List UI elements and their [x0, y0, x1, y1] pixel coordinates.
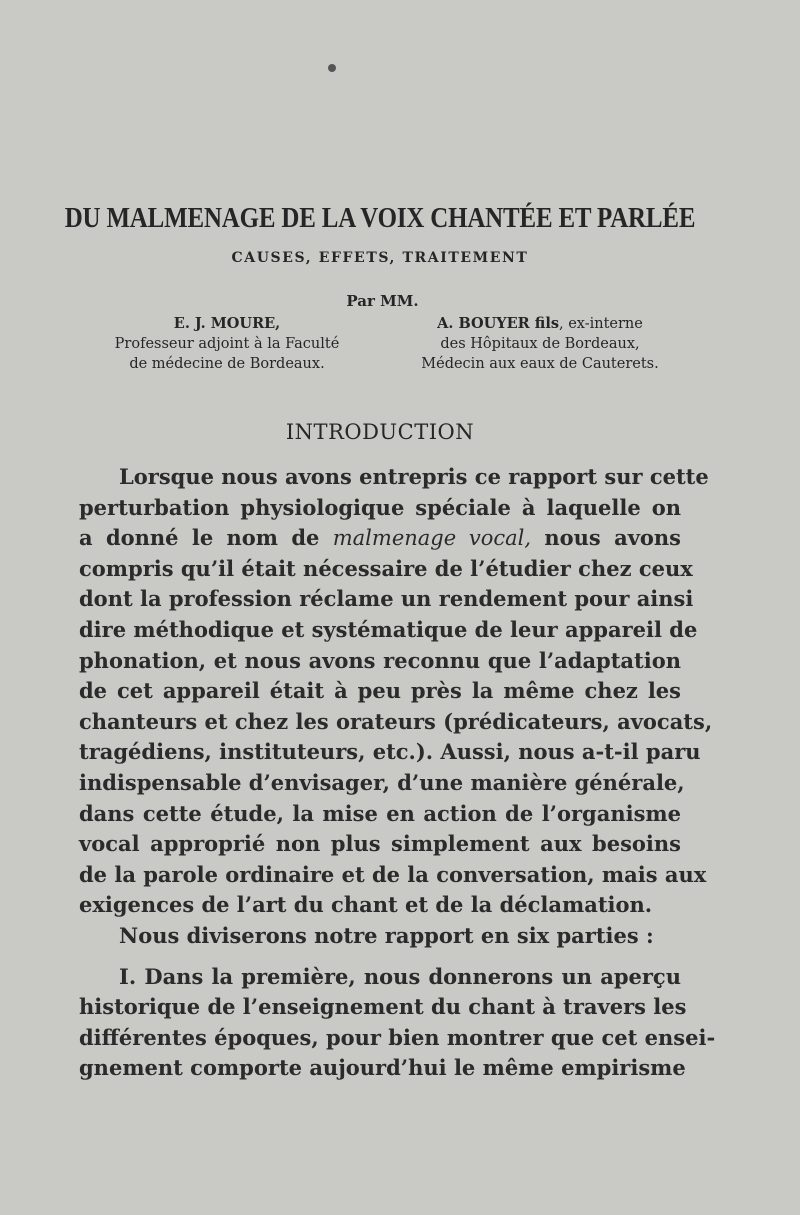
text-line: chanteurs et chez les orateurs (prédicateurs, avocats,: [79, 708, 713, 734]
author-affiliation: de médecine de Bordeaux.: [129, 356, 325, 372]
text-line: historique de l’enseignement du chant à travers les: [79, 994, 687, 1020]
author-name: [395, 314, 685, 334]
paragraph-gap: [79, 952, 681, 962]
text-line: indispensable d’envisager, d’une manière générale,: [79, 769, 685, 795]
text-line: de cet appareil était à peu près la même chez les: [79, 678, 681, 704]
text-line: I. Dans la première, nous donnerons un aperçu: [119, 963, 681, 989]
text-line: dans cette étude, la mise en action de l’organisme: [79, 800, 681, 826]
text-line: Lorsque nous avons entrepris ce rapport sur cette: [119, 464, 709, 489]
text-segment: a donné le nom de: [79, 525, 333, 551]
italic-term: malmenage vocal,: [332, 526, 532, 551]
text-line: perturbation physiologique spéciale à laquelle on: [79, 494, 681, 520]
text-line: phonation, et nous avons reconnu que l’adaptation: [79, 647, 681, 673]
author-affiliation: des Hôpitaux de Bordeaux,: [440, 336, 640, 352]
authors-intro: Par MM.: [346, 292, 419, 310]
author-name-text: A. BOUYER fils: [437, 315, 559, 332]
author-affiliation: Médecin aux eaux de Cauterets.: [421, 356, 659, 372]
body-text: [79, 462, 716, 1084]
author-name-text: E. J. MOURE,: [173, 315, 281, 332]
text-line: vocal approprié non plus simplement aux besoins: [79, 831, 681, 857]
author-affiliation: Professeur adjoint à la Faculté: [114, 336, 340, 352]
author-name: [82, 314, 372, 334]
text-line: de la parole ordinaire et de la conversation, mais aux: [79, 861, 707, 887]
author-bouyer: [395, 314, 685, 374]
text-line: dire méthodique et systématique de leur appareil de: [79, 616, 698, 642]
author-moure: [82, 314, 372, 374]
ink-dot: [328, 64, 336, 72]
text-segment: nous avons: [531, 525, 681, 551]
text-line: Nous diviserons notre rapport en six parties :: [119, 922, 654, 948]
page-subtitle: CAUSES, EFFETS, TRAITEMENT: [231, 250, 529, 266]
text-line: [79, 523, 681, 554]
text-line: gnement comporte aujourd’hui le même empirisme: [79, 1055, 686, 1081]
text-line: compris qu’il était nécessaire de l’étudier chez ceux: [79, 555, 693, 581]
section-heading: INTRODUCTION: [285, 420, 475, 444]
text-line: exigences de l’art du chant et de la déclamation.: [79, 892, 653, 918]
author-name-suffix: , ex-interne: [559, 316, 643, 332]
text-line: dont la profession réclame un rendement pour ainsi: [79, 586, 694, 612]
text-line: tragédiens, instituteurs, etc.). Aussi, nous a-t-il paru: [79, 739, 701, 765]
page-title: DU MALMENAGE DE LA VOIX CHANTÉE ET PARLÉE: [64, 202, 696, 234]
text-line: différentes époques, pour bien montrer que cet ensei-: [79, 1024, 716, 1050]
